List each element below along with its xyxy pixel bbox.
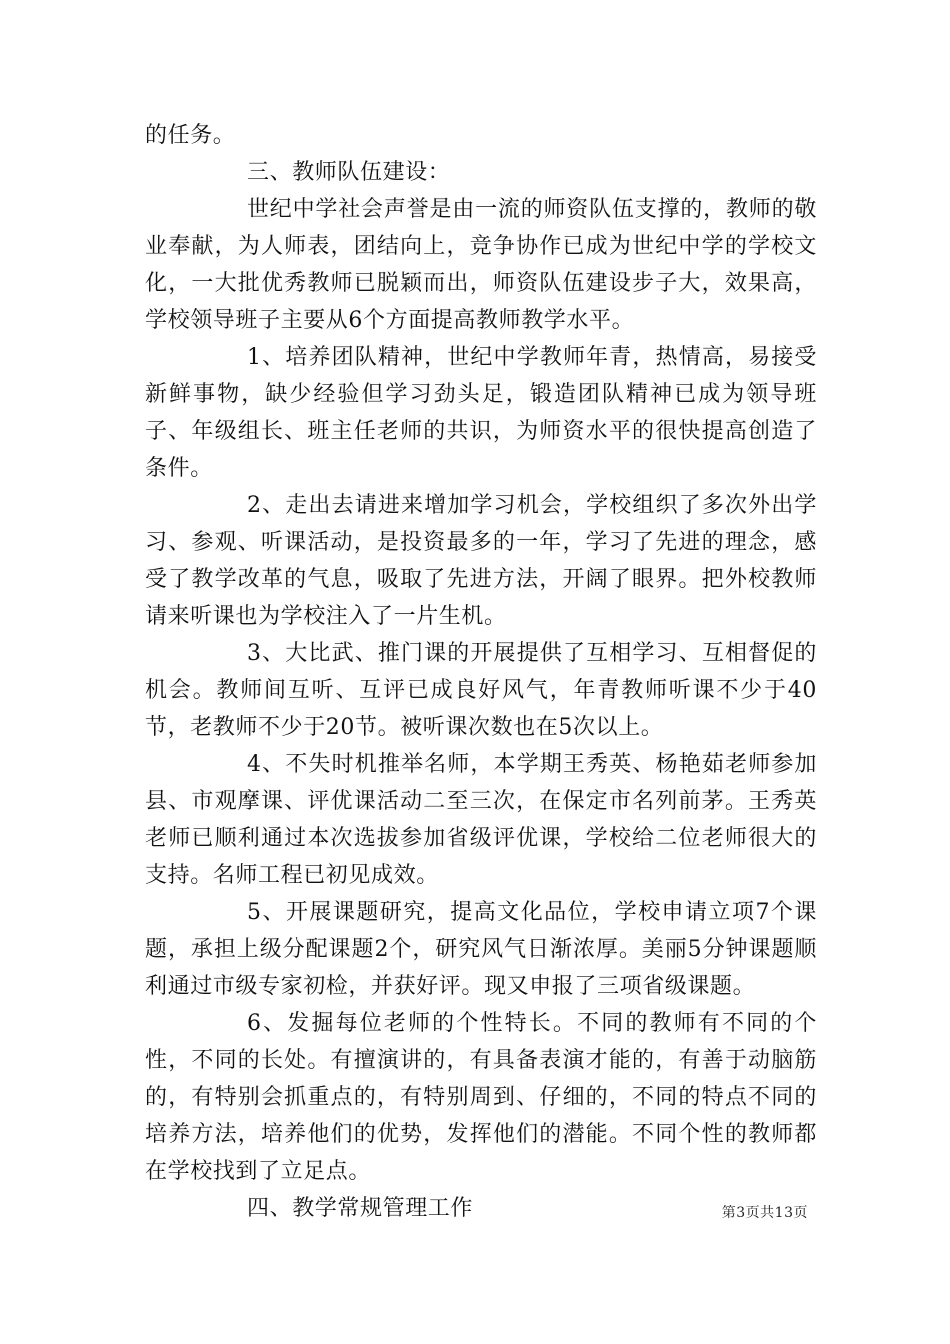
paragraph-item-3: 3、大比武、推门课的开展提供了互相学习、互相督促的机会。教师间互听、互评已成良好风气，年青教师听课不少于40节，老教师不少于20节。被听课次数也在5次以上。 xyxy=(145,641,817,740)
paragraph-item-4: 4、不失时机推举名师，本学期王秀英、杨艳茹老师参加县、市观摩课、评优课活动二至三次，在保定市名列前茅。王秀英老师已顺利通过本次选拔参加省级评优课，学校给二位老师很大的支持。名师工程已初见成效。 xyxy=(145,752,817,888)
section-heading-teacher-team: 三、教师队伍建设： xyxy=(247,160,451,185)
paragraph-intro: 世纪中学社会声誉是由一流的师资队伍支撑的，教师的敬业奉献，为人师表，团结向上，竞争协作已成为世纪中学的学校文化，一大批优秀教师已脱颖而出，师资队伍建设步子大，效果高，学校领导班子主要从6个方面提高教师教学水平。 xyxy=(145,197,817,333)
paragraph-item-6: 6、发掘每位老师的个性特长。不同的教师有不同的个性，不同的长处。有擅演讲的，有具备表演才能的，有善于动脑筋的，有特别会抓重点的，有特别周到、仔细的，不同的特点不同的培养方法，培养他们的优势，发挥他们的潜能。不同个性的教师都在学校找到了立足点。 xyxy=(145,1011,817,1184)
paragraph-continuation: 的任务。 xyxy=(145,123,236,148)
section-heading-teaching-management: 四、教学常规管理工作 xyxy=(247,1196,474,1221)
paragraph-item-1: 1、培养团队精神，世纪中学教师年青，热情高，易接受新鲜事物，缺少经验但学习劲头足，锻造团队精神已成为领导班子、年级组长、班主任老师的共识，为师资水平的很快提高创造了条件。 xyxy=(145,345,817,481)
body-text xyxy=(145,117,817,1227)
paragraph-item-5: 5、开展课题研究，提高文化品位，学校申请立项7个课题，承担上级分配课题2个，研究风气日渐浓厚。美丽5分钟课题顺利通过市级专家初检，并获好评。现又申报了三项省级课题。 xyxy=(145,900,817,999)
paragraph-item-2: 2、走出去请进来增加学习机会，学校组织了多次外出学习、参观、听课活动，是投资最多的一年，学习了先进的理念，感受了教学改革的气息，吸取了先进方法，开阔了眼界。把外校教师请来听课也为学校注入了一片生机。 xyxy=(145,493,817,629)
page-number-footer: 第3页共13页 xyxy=(721,1205,808,1221)
